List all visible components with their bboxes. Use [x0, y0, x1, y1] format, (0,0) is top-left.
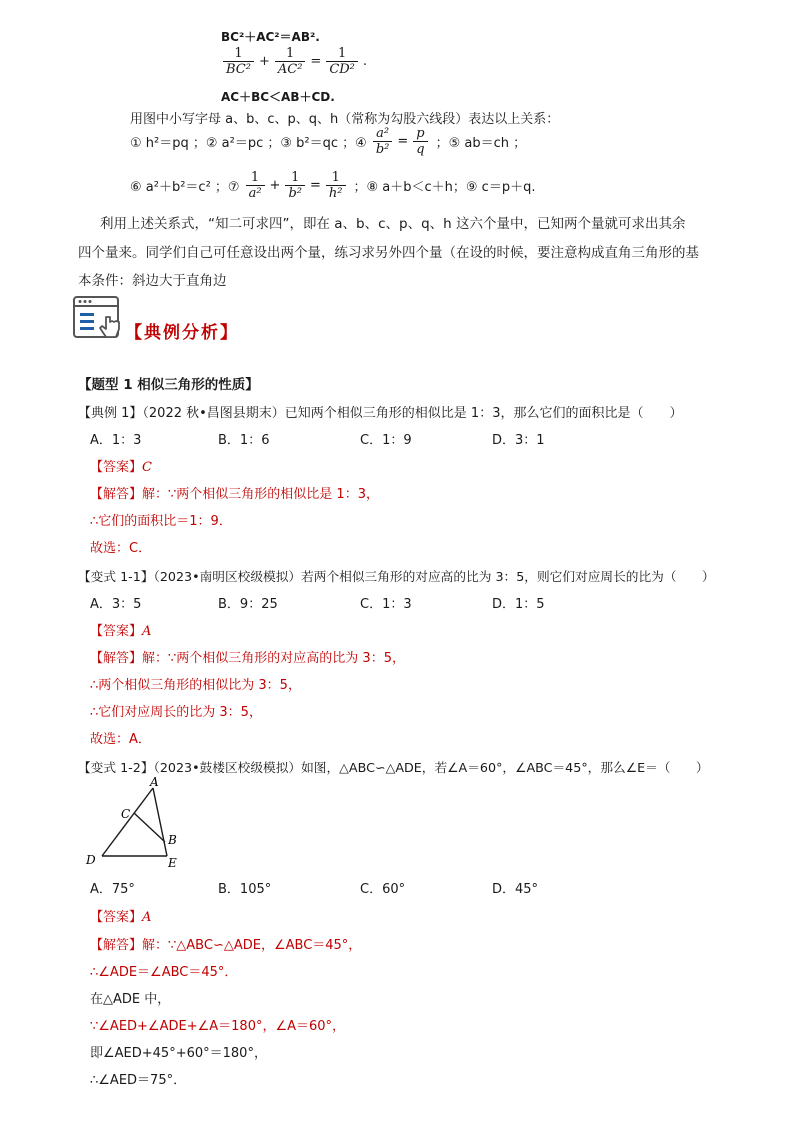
label-d: D — [86, 853, 96, 867]
label-a: A — [150, 776, 159, 789]
fraction: $\frac{1}{\text{AC²}}$ — [275, 46, 306, 77]
paragraph-line: 利用上述关系式，“知二可求四”，即在 a、b、c、p、q、h 这六个量中，已知两个量就可求出其余 — [100, 216, 686, 232]
equation-inequality: AC＋BC＜AB＋CD. — [221, 90, 335, 104]
choice-b: B．1：6 — [218, 433, 270, 448]
choice-d: D．1：5 — [492, 597, 545, 612]
solution-line: 【解答】解：∵两个相似三角形的相似比是 1：3， — [90, 487, 379, 502]
solution-line: 故选：A． — [90, 732, 151, 747]
fraction: $\frac{1}{\text{h²}}$ — [326, 170, 346, 201]
edge-ad — [102, 788, 153, 856]
triangle-figure — [82, 776, 192, 872]
answer-line: 【答案】A — [90, 624, 152, 639]
choice-a: A．1：3 — [90, 433, 142, 448]
solution-line: 在△ADE 中， — [90, 992, 171, 1007]
label-c: C — [121, 807, 131, 821]
question-stem: 【典例 1】（2022 秋•昌图县期末）已知两个相似三角形的相似比是 1：3，那么它们的面积比是（ ） — [78, 406, 683, 421]
answer-line: 【答案】C — [90, 460, 152, 475]
fraction: $\frac{1}{\text{b²}}$ — [285, 170, 305, 201]
solution-line: 【解答】解：∵△ABC∽△ADE，∠ABC＝45°， — [90, 938, 362, 953]
choice-d: D．3：1 — [492, 433, 545, 448]
fraction: $\frac{1}{\text{a²}}$ — [246, 170, 265, 201]
solution-line: ∴两个相似三角形的相似比为 3：5， — [90, 678, 301, 693]
paragraph-line: 本条件：斜边大于直角边 — [78, 273, 227, 289]
section-title: 【题型 1 相似三角形的性质】 — [78, 377, 259, 393]
choice-c: C．1：9 — [360, 433, 412, 448]
solution-line: ∴它们对应周长的比为 3：5， — [90, 705, 262, 720]
fraction: $\frac{p}{q}$ — [413, 126, 427, 157]
paragraph-line: 四个量来。同学们自己可任意设出两个量，练习求另外四个量（在设的时候，要注意构成直角三角形的基 — [78, 245, 699, 261]
solution-line: ∴∠AED＝75°． — [90, 1073, 187, 1088]
label-e: E — [168, 856, 177, 870]
equation-reciprocal: $\frac{1}{\text{BC²}}$ + $\frac{1}{\text{AC²}}$ = $\frac{1}{\text{CD²}}$ . — [221, 46, 370, 77]
solution-line: 即∠AED+45°+60°＝180°， — [90, 1046, 267, 1061]
choice-a: A．75° — [90, 882, 135, 897]
solution-line: ∴∠ADE＝∠ABC＝45°． — [90, 965, 238, 980]
browser-hand-icon — [72, 295, 126, 345]
solution-line: 故选：C． — [90, 541, 152, 556]
fraction: $\frac{\text{a²}}{\text{b²}}$ — [373, 126, 393, 157]
fraction: $\frac{1}{\text{CD²}}$ — [326, 46, 358, 77]
edge-cb — [134, 813, 165, 842]
choice-c: C．1：3 — [360, 597, 412, 612]
solution-line: 【解答】解：∵两个相似三角形的对应高的比为 3：5， — [90, 651, 405, 666]
choice-b: B．105° — [218, 882, 272, 897]
choice-c: C．60° — [360, 882, 406, 897]
choice-b: B．9：25 — [218, 597, 278, 612]
fraction: $\frac{1}{\text{BC²}}$ — [223, 46, 254, 77]
relations-line-1: ① h²＝pq ；② a²＝pc ；③ b²＝qc ；④ $\frac{\text{a²}}{\text{b²}}$ = $\frac{p}{q}$ ；⑤ ab＝ch ； — [130, 126, 527, 157]
relations-line-2: ⑥ a²＋b²＝c² ；⑦ $\frac{1}{\text{a²}}$ + $\frac{1}{\text{b²}}$ = $\frac{1}{\text{h²}}$ ；⑧ a＋b＜c＋h；⑨ c＝p＋q. — [130, 170, 536, 201]
choice-d: D．45° — [492, 882, 539, 897]
answer-line: 【答案】A — [90, 910, 152, 925]
solution-line: ∵∠AED+∠ADE+∠A＝180°，∠A＝60°， — [90, 1019, 346, 1034]
question-stem: 【变式 1-1】（2023•南明区校级模拟）若两个相似三角形的对应高的比为 3：5，则它们对应周长的比为（ ） — [78, 569, 715, 584]
equation-pythagoras: BC²＋AC²＝AB². — [221, 30, 320, 44]
question-stem: 【变式 1-2】（2023•鼓楼区校级模拟）如图，△ABC∽△ADE，若∠A＝60°，∠ABC＝45°，那么∠E＝（ ） — [78, 760, 709, 775]
intro-text: 用图中小写字母 a、b、c、p、q、h（常称为勾股六线段）表达以上关系： — [130, 112, 560, 127]
section-banner: 【典例分析】 — [125, 323, 239, 343]
solution-line: ∴它们的面积比＝1：9． — [90, 514, 232, 529]
choice-a: A．3：5 — [90, 597, 142, 612]
label-b: B — [168, 833, 177, 847]
edge-ae — [153, 788, 167, 856]
